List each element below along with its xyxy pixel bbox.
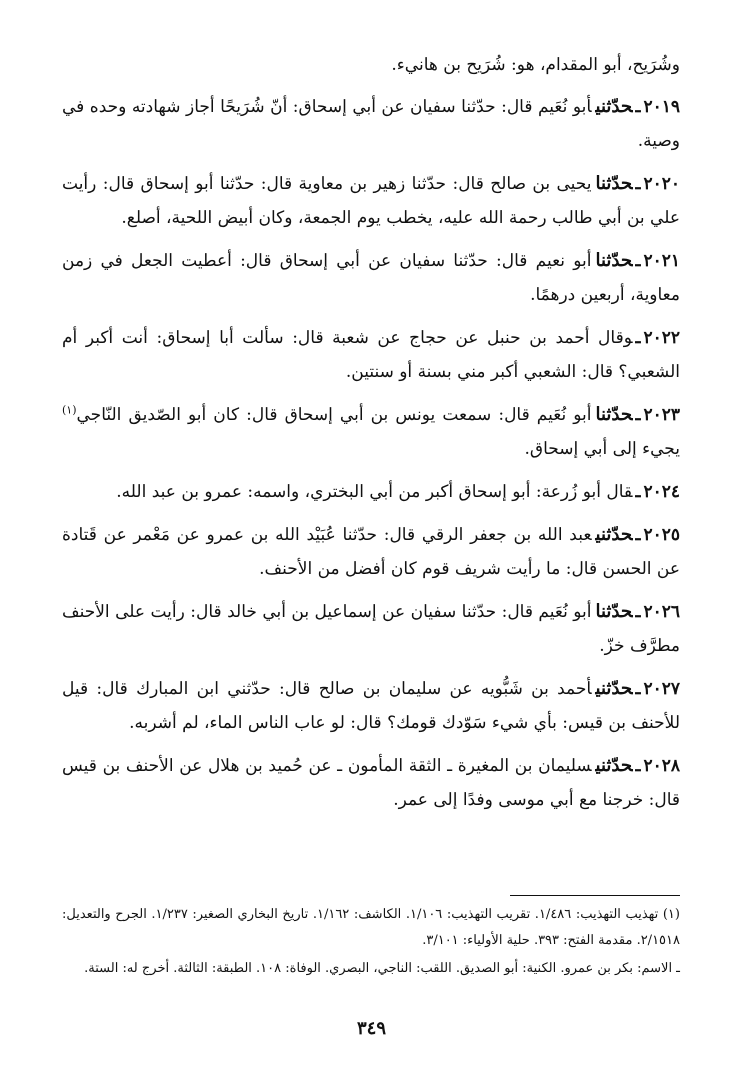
entry-2028 — [62, 749, 680, 817]
entry-dash: ـ — [635, 328, 641, 348]
entry-dash: ـ — [635, 756, 641, 776]
entry-number: ٢٠٢٦ — [643, 602, 680, 622]
entry-2023 — [62, 398, 680, 466]
entry-2019 — [62, 90, 680, 158]
entry-number: ٢٠٢٢ — [643, 328, 680, 348]
entry-number: ٢٠٢٧ — [643, 679, 680, 699]
footnotes — [62, 902, 680, 984]
entry-2026 — [62, 595, 680, 663]
entry-number: ٢٠٢٤ — [643, 482, 680, 502]
entry-dash: ـ — [635, 602, 641, 622]
footnote-divider — [510, 895, 680, 896]
entry-2025 — [62, 518, 680, 586]
entry-number: ٢٠١٩ — [643, 97, 680, 117]
entry-dash: ـ — [635, 679, 641, 699]
entry-text: وقال أحمد بن حنبل عن حجاج عن شعبة قال: سألت أبا إسحاق: أنت أكبر أم الشعبي؟ قال: الشعبي أكبر مني بسنة أو سنتين. — [62, 328, 680, 382]
entry-text: سليمان بن المغيرة ـ الثقة المأمون ـ عن حُميد بن هلال عن الأحنف بن قيس قال: خرجنا مع أبي موسى وفدًا إلى عمر. — [62, 756, 680, 810]
entry-keyword: حدّثنا — [595, 601, 633, 622]
entry-number: ٢٠٢٥ — [643, 525, 680, 545]
entry-dash: ـ — [635, 174, 641, 194]
entry-2021 — [62, 244, 680, 312]
entry-dash: ـ — [635, 482, 641, 502]
entry-text: عبد الله بن جعفر الرقي قال: حدّثنا عُبَيْد الله بن عمرو عن مَعْمر عن قَتادة عن الحسن قال: ما رأيت شريف قوم كان أفضل من الأحنف. — [62, 525, 680, 579]
entry-number: ٢٠٢١ — [643, 251, 680, 271]
entry-text: أحمد بن شَبُّويه عن سليمان بن صالح قال: حدّثني ابن المبارك قال: قيل للأحنف بن قيس: بأي شيء سَوّدك قومك؟ قال: لو عاب الناس الماء، لم أشربه. — [62, 679, 680, 733]
entry-keyword: حدّثني — [595, 524, 633, 545]
page-number: ٣٤٩ — [356, 1018, 386, 1039]
entry-number: ٢٠٢٠ — [643, 174, 680, 194]
main-text — [62, 50, 680, 826]
entry-keyword: حدّثني — [595, 755, 633, 776]
entry-2024 — [62, 475, 680, 509]
entry-keyword: حدّثني — [595, 96, 633, 117]
entry-text: أبو نُعَيم قال: سمعت يونس بن أبي إسحاق قال: كان أبو الصّديق النّاجي — [76, 405, 592, 425]
entry-keyword: حدّثنا — [595, 173, 633, 194]
entry-dash: ـ — [635, 97, 641, 117]
intro-line: وشُرَيح، أبو المقدام، هو: شُرَيح بن هانيء. — [391, 55, 680, 75]
entry-dash: ـ — [635, 525, 641, 545]
entry-text-continued: يجيء إلى أبي إسحاق. — [524, 439, 680, 459]
entry-text: أبو نعيم قال: حدّثنا سفيان عن أبي إسحاق قال: أعطيت الجعل في زمن معاوية، أربعين درهمًا. — [62, 251, 680, 305]
footnote-1-details: ـ الاسم: بكر بن عمرو. الكنية: أبو الصديق. اللقب: الناجي، البصري. الوفاة: ١٠٨. الطبقة: الثالثة. أخرج له: الستة. — [84, 961, 680, 976]
entry-text: قال أبو زُرعة: أبو إسحاق أكبر من أبي البختري، واسمه: عمرو بن عبد الله. — [116, 482, 633, 502]
entry-dash: ـ — [635, 251, 641, 271]
entry-keyword: حدّثنا — [595, 404, 633, 425]
footnote-reference[interactable]: (١) — [62, 403, 77, 417]
entry-dash: ـ — [635, 405, 641, 425]
entry-text: يحيى بن صالح قال: حدّثنا زهير بن معاوية قال: حدّثنا أبو إسحاق قال: رأيت علي بن أبي طالب رحمة الله عليه، يخطب يوم الجمعة، وكان أبيض اللحية، أصلع. — [62, 174, 680, 228]
entry-2022 — [62, 321, 680, 389]
entry-number: ٢٠٢٣ — [643, 405, 680, 425]
entry-keyword: حدّثني — [595, 678, 633, 699]
entry-keyword: حدّثنا — [595, 250, 633, 271]
entry-number: ٢٠٢٨ — [643, 756, 680, 776]
entry-2027 — [62, 672, 680, 740]
entry-text: أبو نُعَيم قال: حدّثنا سفيان عن أبي إسحاق: أنّ شُرَيحًا أجاز شهادته وحده في وصية. — [62, 97, 680, 151]
entry-2020 — [62, 167, 680, 235]
footnote-1: (١) تهذيب التهذيب: ١/٤٨٦. تقريب التهذيب: ١/١٠٦. الكاشف: ١/١٦٢. تاريخ البخاري الصغير: ١/٢٣٧. الجرح والتعديل: ٢/١٥١٨. مقدمة الفتح: ٣٩٣. حلية الأولياء: ٣/١٠١. — [62, 907, 680, 948]
entry-text: أبو نُعَيم قال: حدّثنا سفيان عن إسماعيل بن أبي خالد قال: رأيت على الأحنف مطرَّف خزّ. — [62, 602, 680, 656]
